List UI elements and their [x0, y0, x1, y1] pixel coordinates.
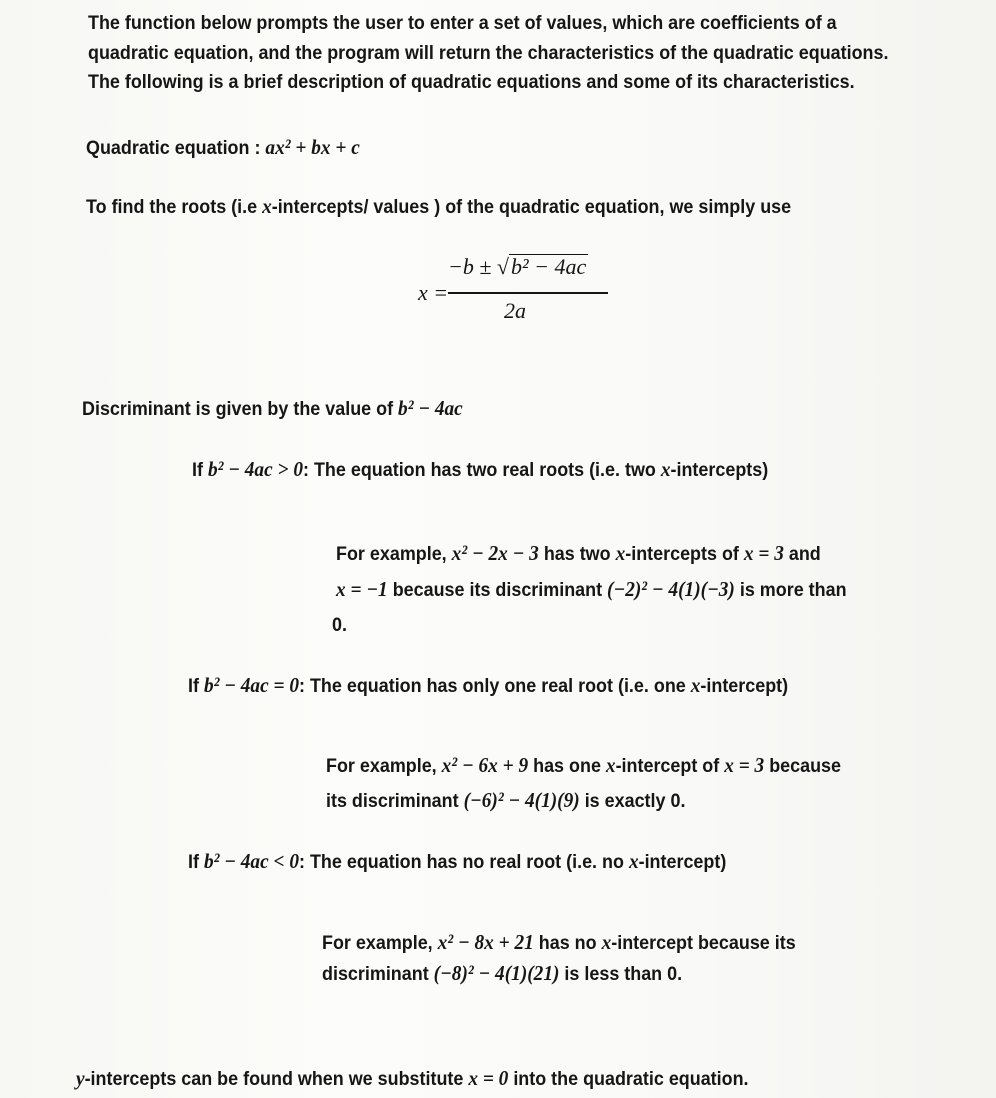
intro-line-1: The function below prompts the user to enter a set of values, which are coefficients of a — [88, 12, 837, 34]
y-intercept-note — [76, 1065, 749, 1093]
case-negative-example-end: is less than 0. — [559, 963, 683, 985]
case-positive-condition: b² − 4ac > 0 — [207, 457, 304, 481]
fraction-bar — [448, 292, 608, 294]
case-positive-x-var: x — [660, 457, 671, 481]
case-positive-example-end: is more than — [734, 579, 847, 601]
case-negative-example-line-1 — [322, 929, 796, 957]
discriminant-label: Discriminant is given by the value of — [82, 398, 399, 420]
case-zero-text-end: -intercept) — [700, 675, 789, 697]
case-positive-example-expr: x² − 2x − 3 — [451, 541, 539, 565]
case-negative-example-mid: has no — [533, 932, 602, 954]
case-negative-text-end: -intercept) — [638, 851, 727, 873]
case-zero-example-x-var: x — [605, 753, 616, 777]
formula-numerator-prefix: −b ± √ — [448, 254, 509, 279]
case-negative-heading — [188, 848, 726, 876]
case-positive-example-x-var: x — [615, 541, 626, 565]
case-positive-example-mid2: -intercepts of — [625, 543, 744, 565]
discriminant-definition — [82, 395, 463, 423]
footer-text-end: into the quadratic equation. — [508, 1068, 749, 1090]
discriminant-expression: b² − 4ac — [398, 396, 463, 420]
case-zero-example-end: is exactly 0. — [579, 790, 686, 812]
case-zero-example-root: x = 3 — [724, 753, 765, 777]
case-negative-example-line2-text: discriminant — [322, 963, 434, 985]
case-positive-example-and: and — [783, 543, 821, 565]
formula-denominator: 2a — [504, 298, 526, 323]
case-zero-example-expr: x² − 6x + 9 — [441, 753, 529, 777]
case-zero-example-prefix: For example, — [326, 755, 442, 777]
case-zero-example-line-1 — [326, 752, 841, 780]
roots-sentence — [86, 193, 791, 221]
case-positive-example-root-2: x = −1 — [336, 577, 388, 601]
case-zero-x-var: x — [690, 673, 701, 697]
case-positive-example-because: because its discriminant — [387, 579, 608, 601]
case-positive-example-line-2 — [336, 576, 847, 604]
quadratic-label: Quadratic equation : — [86, 137, 266, 159]
roots-text-after: -intercepts/ values ) of the quadratic equation, we simply use — [271, 196, 792, 218]
footer-y-var: y — [76, 1066, 85, 1090]
case-zero-example-mid: has one — [528, 755, 606, 777]
case-positive-prefix: If — [192, 459, 208, 481]
footer-text: -intercepts can be found when we substitute — [84, 1068, 469, 1090]
case-positive-text-end: -intercepts) — [670, 459, 769, 481]
formula-lhs: x = — [418, 280, 449, 305]
quadratic-expression: ax² + bx + c — [265, 135, 360, 159]
case-negative-example-mid2: -intercept because its — [611, 932, 796, 954]
case-positive-example-prefix: For example, — [336, 543, 452, 565]
case-zero-example-disc: (−6)² − 4(1)(9) — [463, 788, 580, 812]
case-negative-condition: b² − 4ac < 0 — [203, 849, 300, 873]
case-zero-condition: b² − 4ac = 0 — [203, 673, 300, 697]
intro-line-3: The following is a brief description of quadratic equations and some of its characteristics. — [88, 71, 855, 93]
case-positive-example-disc: (−2)² − 4(1)(−3) — [607, 577, 735, 601]
case-negative-text: The equation has no real root (i.e. no — [304, 851, 629, 873]
case-zero-example-because: because — [764, 755, 841, 777]
case-positive-example-mid: has two — [538, 543, 616, 565]
case-zero-text: The equation has only one real root (i.e. one — [304, 675, 691, 697]
case-zero-prefix: If — [188, 675, 204, 697]
roots-text-before: To find the roots (i.e — [86, 196, 263, 218]
footer-expr: x = 0 — [468, 1066, 509, 1090]
case-negative-prefix: If — [188, 851, 204, 873]
case-positive-example-line-1 — [336, 540, 821, 568]
case-negative-example-disc: (−8)² − 4(1)(21) — [433, 961, 560, 985]
case-negative-example-expr: x² − 8x + 21 — [437, 930, 534, 954]
case-negative-colon: : — [299, 851, 305, 873]
quadratic-definition — [86, 134, 360, 162]
case-positive-example-root-1: x = 3 — [743, 541, 784, 565]
case-positive-colon: : — [303, 459, 309, 481]
case-negative-example-prefix: For example, — [322, 932, 438, 954]
case-negative-example-x-var: x — [601, 930, 612, 954]
case-positive-text: The equation has two real roots (i.e. two — [308, 459, 661, 481]
case-negative-example-line-2 — [322, 960, 682, 988]
case-zero-example-mid2: -intercept of — [615, 755, 725, 777]
formula-radicand: b² − 4ac — [511, 254, 587, 279]
case-zero-colon: : — [299, 675, 305, 697]
case-negative-x-var: x — [628, 849, 639, 873]
intro-line-2: quadratic equation, and the program will return the characteristics of the quadratic equations. — [88, 42, 889, 64]
case-zero-example-line2-text: its discriminant — [326, 790, 464, 812]
formula-numerator — [448, 254, 588, 280]
roots-x-var: x — [262, 194, 272, 218]
case-zero-example-line-2 — [326, 787, 685, 815]
quadratic-formula — [418, 250, 618, 330]
case-positive-example-tail: 0. — [332, 614, 347, 636]
case-positive-heading — [192, 456, 768, 484]
case-zero-heading — [188, 672, 788, 700]
